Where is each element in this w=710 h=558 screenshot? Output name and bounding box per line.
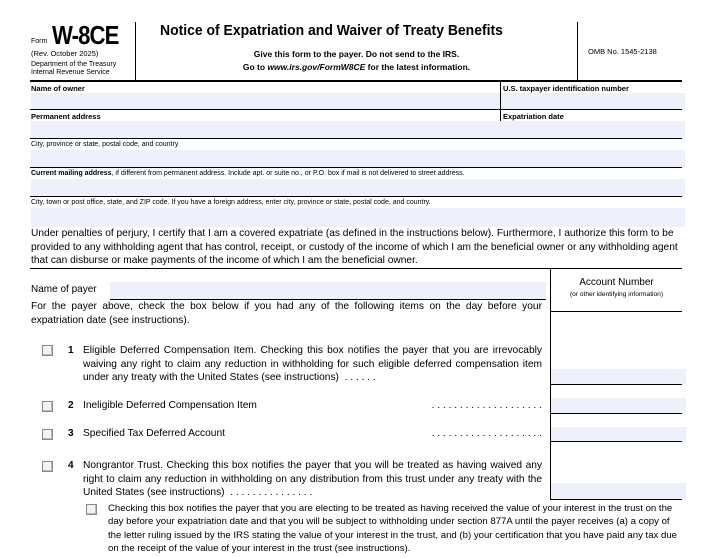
form-title: Notice of Expatriation and Waiver of Treaty Benefits: [160, 22, 503, 39]
item-1-checkbox[interactable]: [42, 345, 53, 356]
name-of-payer-label: Name of payer: [31, 284, 97, 295]
item-1-account-input[interactable]: [551, 369, 686, 385]
item-4-number: 4: [68, 460, 74, 471]
city2-label: City, town or post office, state, and ZIP code. If you have a foreign address, enter city, province or state, postal code, and country.: [31, 199, 431, 206]
tin-label: U.S. taxpayer identification number: [503, 84, 629, 93]
item-1-number: 1: [68, 345, 74, 356]
item-1-text: Eligible Deferred Compensation Item. Checking this box notifies the payer that you are irrevocably waiving any right to claim any reduction in withholding for such eligible deferred compensation item under any treaty with the United States (see instructions) . . . . . .: [83, 345, 542, 384]
form-number: W-8CE: [52, 20, 119, 50]
service: Internal Revenue Service: [31, 69, 110, 76]
mailing-address-label: Current mailing address, if different from permanent address. Include apt. or suite no., or P.O. box if mail is not delivered to street address.: [31, 170, 465, 177]
item-2-account-input[interactable]: [551, 398, 686, 414]
item-2-number: 2: [68, 400, 74, 411]
expatriation-date-label: Expatriation date: [503, 112, 564, 121]
item-4-account-input[interactable]: [551, 483, 686, 500]
name-of-owner-label: Name of owner: [31, 84, 85, 93]
account-number-header: Account Number: [579, 277, 654, 288]
name-of-owner-input[interactable]: [31, 93, 503, 110]
trust-election-checkbox[interactable]: [86, 504, 97, 515]
account-number-subheader: (or other identifying information): [569, 291, 664, 298]
certification-text: Under penalties of perjury, I certify that I am a covered expatriate (as defined in the instructions below). Furthermore, I authorize this form to be provided to any withholding agent that has control, receipt, or custody of the income of which I am the beneficial owner or any withholding agent that can disburse or make payments of the income of which I am the beneficial owner.: [31, 228, 678, 267]
item-3-account-input[interactable]: [551, 427, 686, 442]
department: Department of the Treasury: [31, 61, 117, 68]
city2-input[interactable]: [31, 208, 685, 227]
permanent-address-input[interactable]: [31, 121, 503, 139]
mailing-address-input[interactable]: [31, 179, 685, 197]
instruction-line1: Give this form to the payer. Do not send to the IRS.: [253, 49, 460, 59]
tin-input[interactable]: [502, 93, 685, 110]
item-4-checkbox[interactable]: [42, 461, 53, 472]
irs-link[interactable]: www.irs.gov/FormW8CE: [267, 62, 366, 72]
item-2-checkbox[interactable]: [42, 401, 53, 412]
item-3-number: 3: [68, 428, 74, 439]
item-3-text: Specified Tax Deferred Account . . . . . . . . . . . . . . . . . . . .: [83, 428, 542, 439]
item-3-checkbox[interactable]: [42, 429, 53, 440]
instruction-line2: Go to www.irs.gov/FormW8CE for the latest information.: [242, 62, 471, 72]
form-word: Form: [31, 38, 48, 45]
city1-input[interactable]: [31, 150, 685, 168]
revision: (Rev. October 2025): [31, 49, 99, 58]
expatriation-date-input[interactable]: [502, 121, 685, 139]
item-2-text: Ineligible Deferred Compensation Item . . . . . . . . . . . . . . . . . . . .: [83, 400, 542, 411]
trust-election-text: Checking this box notifies the payer that you are electing to be treated as having received the value of your interest in the trust on the day before your expatriation date and that you will be subject to withholding under section 877A until the payer receives (a) a copy of the letter ruling issued by the IRS stating the value of your interest in the trust, and (b) your certification that you have paid any tax due on the receipt of the value of your interest in the trust (see instructions).: [108, 503, 678, 555]
permanent-address-label: Permanent address: [31, 112, 101, 121]
item-4-text: Nongrantor Trust. Checking this box notifies the payer that you will be treated as having waived any right to claim any reduction in withholding on any distribution from this trust under any treaty with the United States (see instructions) . . . . . . . . . . . . . . .: [83, 460, 542, 499]
name-of-payer-input[interactable]: [110, 282, 546, 300]
city1-label: City, province or state, postal code, and country: [31, 141, 179, 148]
omb-number: OMB No. 1545-2138: [588, 47, 657, 56]
payer-intro-text: For the payer above, check the box below if you had any of the following items on the day before your expatriation date (see instructions).: [31, 301, 542, 326]
